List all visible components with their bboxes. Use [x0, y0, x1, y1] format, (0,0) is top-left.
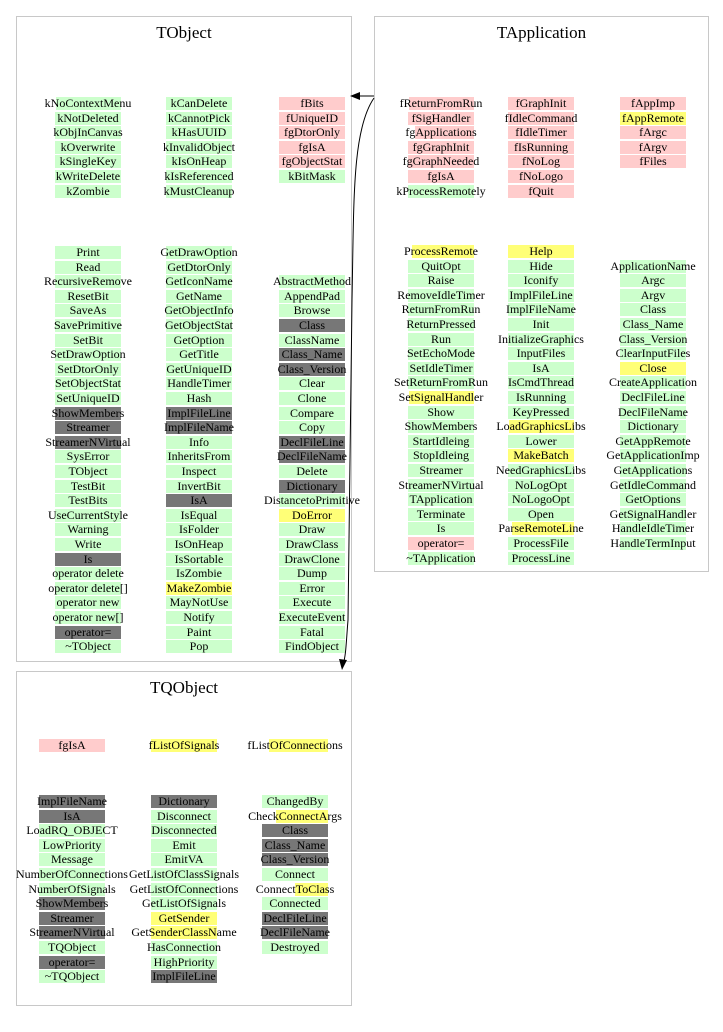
member-label: kMustCleanup [163, 183, 235, 198]
member-label: fNoLogo [519, 169, 563, 183]
member-label: Class_Version [260, 852, 330, 867]
member-label: GetObjectInfo [164, 303, 234, 318]
member-label: NoLogOpt [515, 477, 567, 492]
member-label: ParseRemoteLine [498, 521, 584, 536]
member-label: kNoContextMenu [44, 96, 132, 110]
member-label: kZombie [66, 183, 110, 198]
member-label: FindObject [285, 639, 339, 654]
member-label: StreamerNVirtual [45, 434, 131, 449]
member-label: ImplFileName [506, 302, 576, 317]
member-label: kInvalidObject [163, 139, 235, 154]
member-label: IsEqual [180, 507, 218, 522]
member-label: IsA [532, 360, 550, 375]
member-label: operator new [56, 595, 120, 610]
member-label: Clone [297, 391, 327, 405]
member-label: fGraphInit [515, 96, 567, 110]
member-label: IsFolder [179, 522, 219, 537]
member-label: fListOfSignals [148, 738, 220, 752]
member-label: RecursiveRemove [44, 274, 132, 289]
member-label: MakeBatch [513, 448, 569, 463]
member-label: TObject [68, 464, 108, 478]
member-label: kOverwrite [60, 139, 116, 154]
member-label: Emit [172, 837, 196, 852]
member-label: ConnectToClass [255, 881, 335, 896]
member-label: Draw [298, 522, 326, 537]
member-label: GetAppRemote [615, 433, 691, 448]
member-label: RemoveIdleTimer [397, 287, 485, 302]
member-label: StreamerNVirtual [398, 477, 484, 492]
member-label: Delete [296, 464, 328, 478]
inheritance-arrow-tqobject [343, 98, 374, 665]
member-label: StartIdleing [412, 433, 470, 448]
member-label: Run [430, 331, 451, 346]
member-label: Class_Version [618, 331, 688, 346]
member-label: Iconify [523, 273, 559, 288]
member-label: Argv [640, 287, 666, 302]
member-label: ImplFileLine [167, 405, 231, 420]
member-label: GetOptions [625, 492, 681, 507]
member-label: operator= [48, 954, 96, 969]
member-label: Destroyed [270, 940, 320, 954]
member-label: Class [639, 302, 666, 317]
member-label: Browse [293, 303, 331, 318]
member-label: GetSender [158, 910, 210, 925]
member-label: DeclFileLine [263, 910, 327, 925]
member-label: Dictionary [158, 794, 210, 808]
member-label: fgIsA [58, 738, 86, 752]
member-label: InitializeGraphics [498, 331, 584, 346]
member-label: kCanDelete [170, 96, 228, 110]
member-label: SaveAs [69, 303, 107, 318]
member-label: kWriteDelete [55, 169, 121, 183]
member-label: operator delete[] [48, 580, 128, 595]
member-label: DeclFileName [260, 925, 330, 940]
member-label: LowPriority [42, 837, 102, 852]
member-label: GetListOfClassSignals [129, 867, 239, 881]
member-label: ProcessLine [511, 550, 571, 565]
member-label: DrawClass [285, 537, 339, 551]
member-label: ApplicationName [610, 258, 696, 273]
member-label: fAppRemote [622, 110, 684, 125]
member-label: SetUniqueID [56, 391, 120, 405]
member-label: Class [298, 318, 325, 332]
member-label: IsCmdThread [508, 375, 574, 390]
member-label: Show [427, 404, 455, 419]
member-label: DeclFileLine [280, 434, 344, 449]
member-label: operator delete [52, 566, 124, 581]
member-label: Disconnect [157, 808, 211, 823]
member-label: ShowMembers [404, 419, 478, 434]
member-label: NumberOfSignals [28, 881, 116, 896]
member-label: ClearInputFiles [615, 346, 691, 361]
member-label: ReturnFromRun [401, 302, 481, 317]
member-label: fArgc [639, 125, 667, 140]
member-label: Hide [529, 258, 553, 273]
member-label: IsA [190, 493, 208, 508]
member-label: fIdleCommand [504, 110, 578, 125]
member-label: Warning [67, 522, 109, 537]
member-label: Init [532, 317, 550, 331]
member-label: fSigHandler [411, 110, 471, 125]
member-label: fFiles [639, 154, 667, 169]
member-label: GetDtorOnly [167, 259, 231, 274]
member-label: Error [299, 580, 325, 595]
member-label: operator= [64, 624, 112, 639]
member-label: StreamerNVirtual [29, 925, 115, 940]
member-label: GetName [176, 288, 222, 303]
member-label: ImplFileName [164, 420, 234, 435]
member-label: ProcessRemote [404, 244, 478, 258]
member-label: Connect [275, 867, 315, 881]
member-label: TApplication [409, 492, 473, 507]
member-label: SetBit [72, 332, 103, 347]
member-label: InputFiles [516, 346, 566, 361]
member-label: GetOption [173, 332, 225, 347]
member-label: SetIdleTimer [409, 360, 473, 375]
member-label: GetIdleCommand [610, 477, 696, 492]
member-label: UseCurrentStyle [48, 507, 128, 522]
member-label: fListOfConnections [247, 738, 343, 752]
member-label: GetSenderClassName [131, 925, 237, 940]
member-label: AppendPad [284, 288, 340, 303]
member-label: NumberOfConnections [16, 867, 128, 881]
member-label: GetTitle [179, 347, 219, 362]
member-label: kBitMask [288, 169, 336, 183]
member-label: kCannotPick [168, 110, 230, 125]
member-label: Execute [292, 595, 332, 610]
member-label: LoadGraphicsLibs [496, 419, 586, 434]
member-label: InheritsFrom [167, 449, 231, 464]
member-label: Info [189, 434, 209, 449]
member-label: Copy [298, 420, 325, 435]
member-label: SetEchoMode [407, 346, 475, 361]
member-label: CreateApplication [609, 375, 697, 390]
member-label: HandleTermInput [610, 536, 696, 550]
member-label: KeyPressed [512, 404, 570, 419]
member-label: fIsRunning [514, 139, 568, 154]
member-label: fgGraphInit [412, 139, 470, 154]
member-label: MayNotUse [169, 595, 229, 610]
arrow-head-icon [339, 659, 347, 670]
member-label: IsOnHeap [174, 537, 224, 551]
member-label: Read [75, 259, 101, 274]
member-label: fgIsA [298, 139, 326, 154]
member-label: Paint [186, 624, 212, 639]
member-label: ImplFileLine [509, 287, 573, 302]
member-label: GetListOfSignals [142, 896, 226, 911]
member-label: Fatal [300, 624, 324, 639]
member-label: fAppImp [631, 96, 675, 110]
member-label: SavePrimitive [54, 318, 122, 332]
member-label: TestBits [68, 493, 108, 508]
member-label: StopIdleing [413, 448, 469, 463]
member-label: HandleIdleTimer [611, 521, 695, 536]
member-label: kIsReferenced [164, 169, 234, 183]
member-label: IsZombie [176, 566, 222, 581]
member-label: EmitVA [164, 852, 204, 867]
member-label: Is [436, 521, 446, 536]
member-label: Dump [297, 566, 327, 581]
member-label: fgDtorOnly [284, 125, 340, 140]
member-label: GetDrawOption [160, 245, 238, 259]
member-label: ImplFileName [37, 794, 107, 808]
member-label: operator= [417, 536, 465, 550]
member-label: fgGraphNeeded [402, 154, 480, 169]
member-label: fgObjectStat [281, 154, 343, 169]
member-label: Class [281, 823, 308, 838]
member-label: MakeZombie [166, 580, 232, 595]
member-label: kNotDeleted [57, 110, 119, 125]
member-label: Dictionary [286, 478, 338, 493]
member-label: GetApplications [613, 463, 693, 477]
member-label: ShowMembers [51, 405, 125, 420]
member-label: fReturnFromRun [399, 96, 483, 110]
member-label: ImplFileLine [152, 969, 216, 984]
member-label: InvertBit [177, 478, 221, 493]
member-label: GetIconName [165, 274, 233, 289]
member-label: Argc [641, 273, 665, 288]
member-label: TestBit [70, 478, 106, 493]
member-label: fgIsA [427, 169, 455, 183]
member-label: DoError [292, 507, 332, 522]
arrow-head-icon [350, 92, 360, 100]
member-label: Dictionary [627, 419, 679, 434]
member-label: ResetBit [67, 288, 109, 303]
member-label: GetSignalHandler [609, 506, 697, 521]
member-label: Pop [189, 639, 209, 654]
member-label: GetObjectStat [165, 318, 233, 332]
member-label: Streamer [50, 910, 94, 925]
member-label: fBits [300, 96, 324, 110]
member-label: Terminate [416, 506, 466, 521]
member-label: GetApplicationImp [606, 448, 700, 463]
member-label: Print [76, 245, 100, 259]
member-label: NoLogoOpt [512, 492, 570, 507]
member-label: GetListOfConnections [129, 881, 239, 896]
member-label: ChangedBy [266, 794, 324, 808]
member-label: Raise [427, 273, 455, 288]
member-label: NeedGraphicsLibs [496, 463, 586, 477]
member-label: DistancetoPrimitive [264, 493, 360, 508]
member-label: Streamer [419, 463, 463, 477]
member-label: DeclFileName [277, 449, 347, 464]
member-label: ClassName [284, 332, 340, 347]
member-label: fgApplications [405, 125, 477, 140]
member-label: Open [528, 506, 554, 521]
member-label: fQuit [528, 183, 554, 198]
member-label: IsRunning [515, 390, 566, 404]
member-label: HasConnection [147, 940, 221, 954]
member-label: kProcessRemotely [396, 183, 486, 198]
member-label: Close [639, 360, 667, 375]
member-label: Inspect [181, 464, 217, 478]
member-label: Compare [290, 405, 334, 420]
member-label: Class_Version [277, 361, 347, 376]
class-title: TObject [156, 23, 212, 42]
member-label: Lower [525, 433, 557, 448]
member-label: SysError [66, 449, 110, 464]
member-label: DeclFileLine [621, 390, 685, 404]
member-label: ExecuteEvent [278, 610, 346, 624]
member-label: Hash [186, 391, 212, 405]
member-label: LoadRQ_OBJECT [26, 823, 118, 838]
member-label: ~TApplication [406, 550, 476, 565]
member-label: SetSignalHandler [398, 390, 484, 404]
member-label: Class_Name [622, 317, 684, 331]
member-label: DeclFileName [618, 404, 688, 419]
member-label: ~TQObject [44, 969, 100, 984]
member-label: kIsOnHeap [171, 154, 227, 169]
member-label: Streamer [66, 420, 110, 435]
member-label: fUniqueID [286, 110, 338, 125]
member-label: kHasUUID [171, 125, 227, 140]
member-label: fIdleTimer [515, 125, 567, 140]
member-label: TQObject [48, 940, 96, 954]
member-label: QuitOpt [421, 258, 461, 273]
member-label: CheckConnectArgs [248, 808, 342, 823]
member-label: ~TObject [65, 639, 111, 654]
member-label: kObjInCanvas [53, 125, 123, 140]
member-label: SetDrawOption [50, 347, 126, 362]
member-label: IsA [63, 808, 81, 823]
class-title: TApplication [496, 23, 587, 42]
member-label: AbstractMethod [273, 274, 351, 289]
member-label: HandleTimer [167, 376, 231, 391]
member-label: Connected [269, 896, 321, 911]
class-title: TQObject [150, 678, 218, 697]
member-label: Help [529, 244, 553, 258]
member-label: Disconnected [151, 823, 217, 838]
member-label: DrawClone [284, 551, 340, 566]
member-label: Class_Name [264, 837, 326, 852]
member-label: ProcessFile [513, 536, 569, 550]
member-label: ShowMembers [35, 896, 109, 911]
member-label: operator new[] [52, 610, 124, 624]
member-label: SetReturnFromRun [393, 375, 488, 390]
member-label: ReturnPressed [406, 317, 476, 331]
member-label: SetObjectStat [55, 376, 121, 391]
member-label: fNoLog [522, 154, 560, 169]
member-label: Is [83, 551, 93, 566]
member-label: fArgv [638, 139, 668, 154]
member-label: HighPriority [153, 954, 215, 969]
member-label: Message [51, 852, 93, 867]
member-label: Clear [299, 376, 325, 391]
member-label: Class_Name [281, 347, 343, 362]
member-label: Write [74, 537, 102, 551]
member-label: Notify [183, 610, 215, 624]
member-label: kSingleKey [59, 154, 117, 169]
member-label: SetDtorOnly [57, 361, 119, 376]
member-label: GetUniqueID [166, 361, 232, 376]
member-label: IsSortable [174, 551, 224, 566]
